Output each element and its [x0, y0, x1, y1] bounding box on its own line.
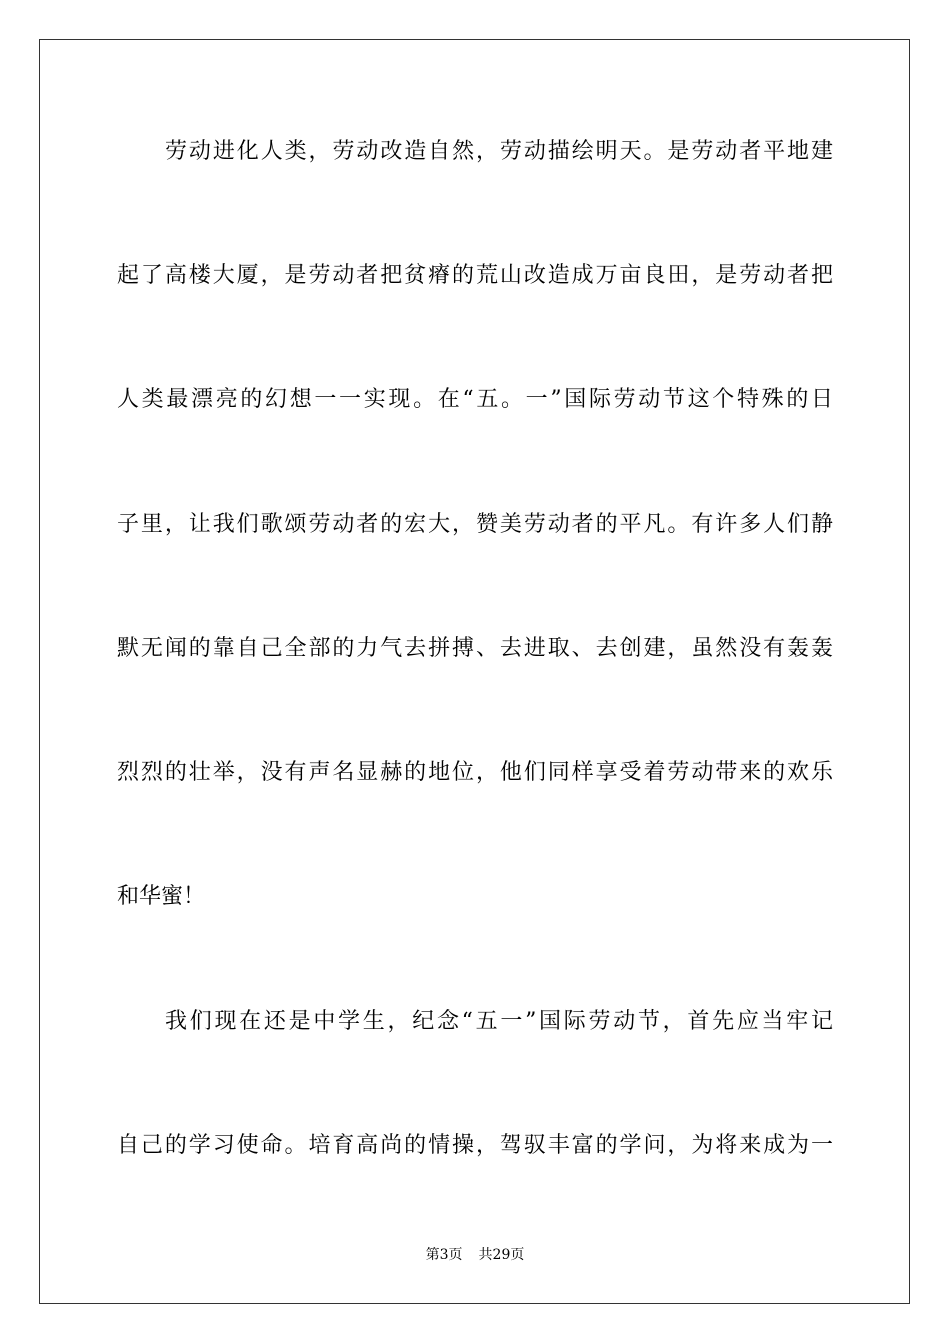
paragraph-1-line-7: 和华蜜！	[117, 884, 206, 909]
paragraph-1-line-6: 烈烈的壮举，没有声名显赫的地位，他们同样享受着劳动带来的欢乐	[117, 760, 833, 785]
page-total: 共29页	[478, 1247, 525, 1263]
paragraph-1-line-3: 人类最漂亮的幻想一一实现。在“五。一”国际劳动节这个特殊的日	[117, 387, 833, 412]
paragraph-2-line-2: 自己的学习使命。培育高尚的情操，驾驭丰富的学问，为将来成为一	[117, 1133, 833, 1158]
paragraph-1-line-2: 起了高楼大厦，是劳动者把贫瘠的荒山改造成万亩良田，是劳动者把	[117, 263, 833, 288]
page-number: 第3页	[425, 1247, 463, 1263]
paragraph-1-line-1: 劳动进化人类，劳动改造自然，劳动描绘明天。是劳动者平地建	[165, 139, 833, 164]
page-frame	[39, 39, 910, 1304]
paragraph-1-line-5: 默无闻的靠自己全部的力气去拼搏、去进取、去创建，虽然没有轰轰	[117, 636, 833, 661]
paragraph-2-line-1: 我们现在还是中学生，纪念“五一”国际劳动节，首先应当牢记	[165, 1009, 833, 1034]
page-footer	[0, 1245, 950, 1265]
paragraph-1-line-4: 子里，让我们歌颂劳动者的宏大，赞美劳动者的平凡。有许多人们静	[117, 512, 833, 537]
